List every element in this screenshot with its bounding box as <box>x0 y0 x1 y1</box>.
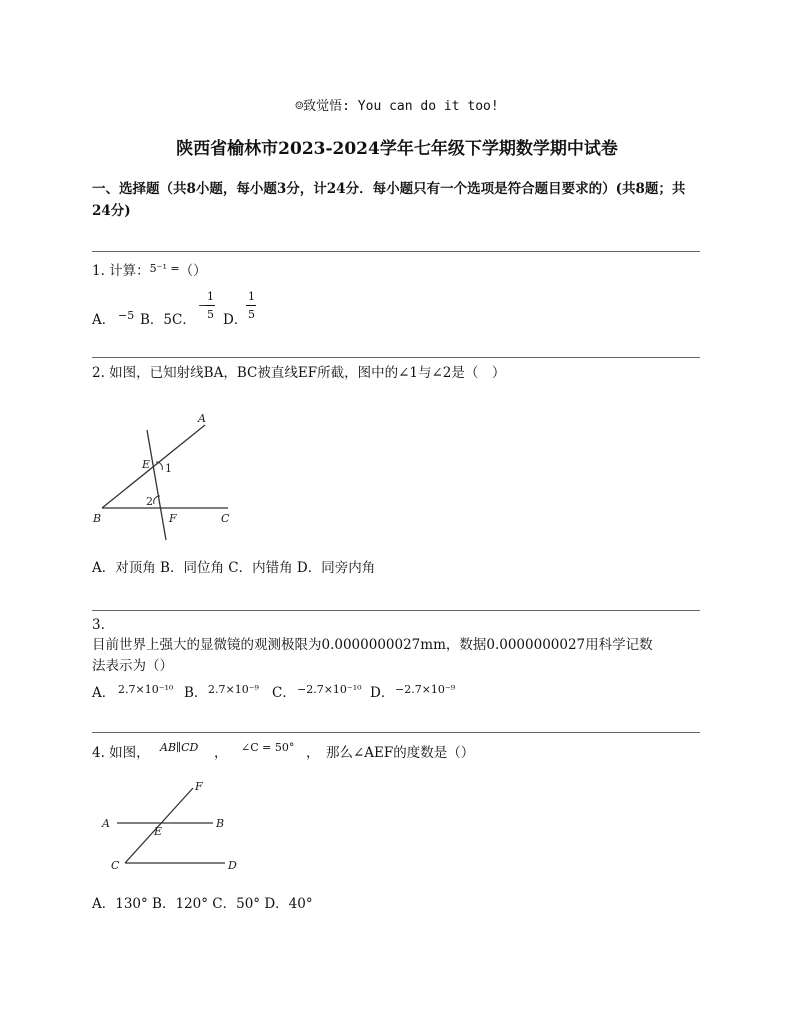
question-2-stem: 2. 如图，已知射线BA，BC被直线EF所截，图中的∠1与∠2是（ ） <box>92 365 506 381</box>
motto-header: ☺致觉悟: You can do it too! <box>295 99 499 114</box>
label-e: E <box>142 458 151 471</box>
label-f: F <box>195 780 203 793</box>
page-title: 陕西省榆林市2023-2024学年七年级下学期数学期中试卷 <box>176 139 618 159</box>
label-c: C <box>221 512 230 525</box>
question-2-figure <box>90 410 240 545</box>
divider <box>92 732 700 733</box>
question-4-stem: 4. 如图， AB∥CD ， ∠C = 50° ， 那么∠AEF的度数是（） <box>92 741 475 761</box>
angle-2-label: 2 <box>146 495 153 508</box>
question-3-stem-line1: 目前世界上强大的显微镜的观测极限为0.0000000027mm，数据0.0000000027用科学记数 <box>92 637 653 653</box>
divider <box>92 251 700 252</box>
label-c: C <box>111 859 120 872</box>
angle-1-label: 1 <box>165 462 172 475</box>
question-1-stem: 1. 计算：$^{5^{-1} =}$（） <box>92 262 207 279</box>
question-1-options: A． −5 B．5 C． − 1 5 D． 1 5 <box>92 290 255 328</box>
question-3-stem-line2: 法表示为（） <box>92 658 173 674</box>
question-3-options: A． 2.7×10⁻¹⁰ B． 2.7×10⁻⁹ C． −2.7×10⁻¹⁰ D． −2.7×10⁻⁹ <box>92 683 456 701</box>
question-4-options: A．130° B．120° C．50° D．40° <box>92 896 313 912</box>
label-d: D <box>228 859 237 872</box>
label-e: E <box>154 825 163 838</box>
label-f: F <box>169 512 177 525</box>
divider <box>92 610 700 611</box>
question-4-figure <box>95 776 255 876</box>
question-3-number: 3. <box>92 617 105 633</box>
label-a: A <box>102 817 110 830</box>
divider <box>92 357 700 358</box>
label-b: B <box>93 512 102 525</box>
question-2-options: A．对顶角 B．同位角 C．内错角 D．同旁内角 <box>92 560 376 576</box>
label-a: A <box>198 412 206 425</box>
section-heading: 一、选择题（共8小题，每小题3分，计24分．每小题只有一个选项是符合题目要求的）(共8题；共24分) <box>92 181 686 219</box>
label-b: B <box>216 817 225 830</box>
